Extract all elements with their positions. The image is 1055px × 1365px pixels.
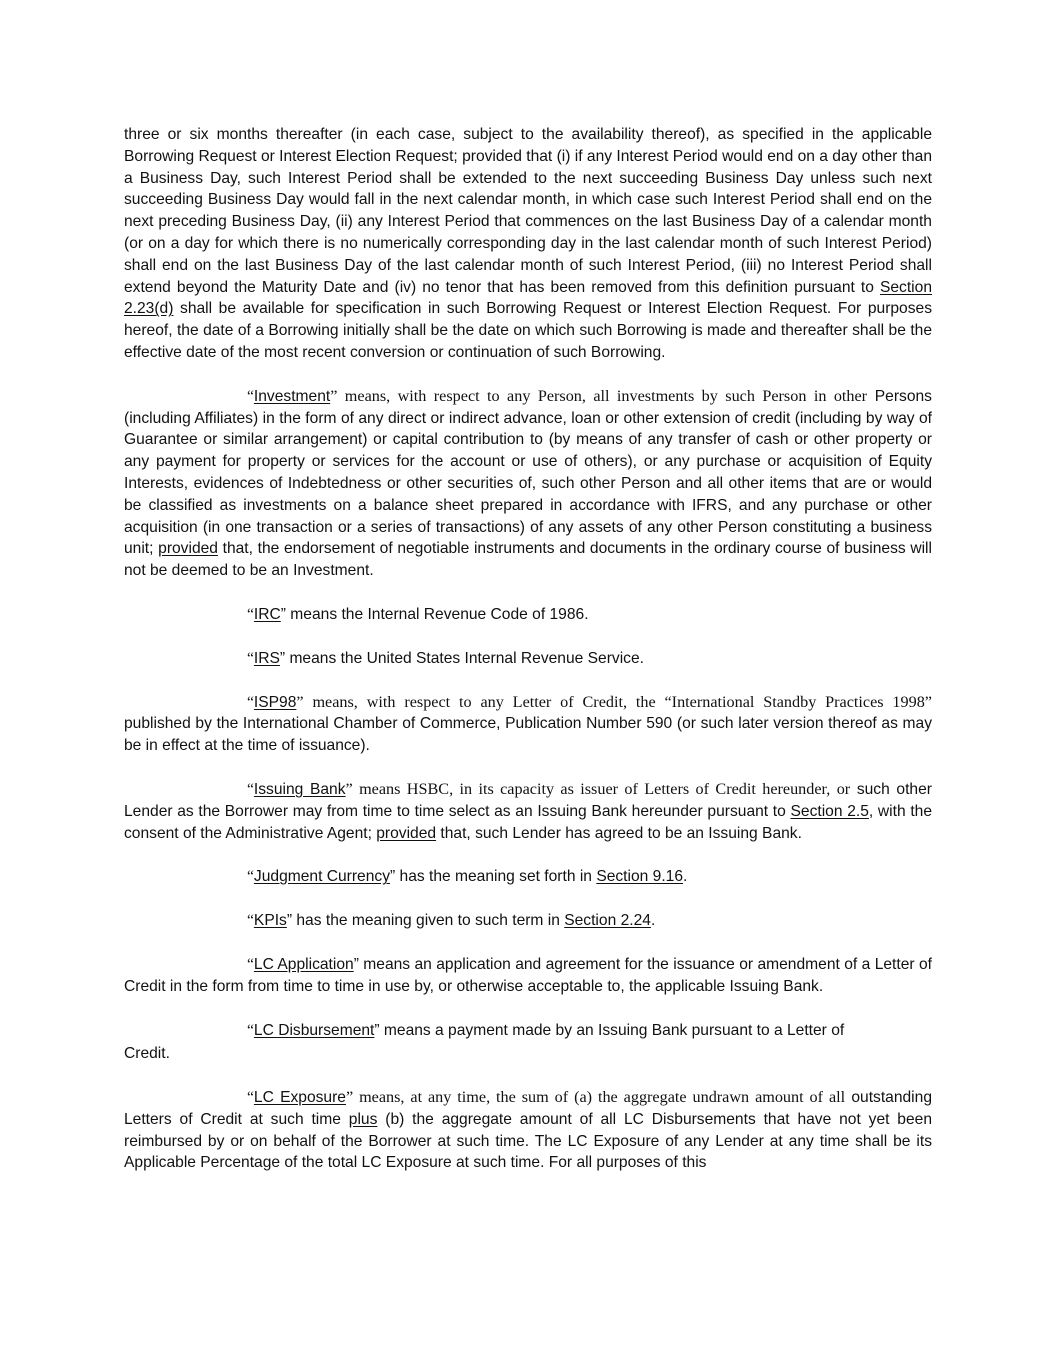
paragraph-text: that, such Lender has agreed to be an Issuing Bank. <box>436 824 802 842</box>
section-9-16-link[interactable]: Section 9.16 <box>596 868 684 886</box>
definition-lead-text: ” means, with respect to any Person, all investments by such Person in other <box>330 386 868 405</box>
paragraph-text: that, the endorsement of negotiable instruments and documents in the ordinary course of business will not be deemed to be an Investment. <box>124 540 932 580</box>
defined-term-lc-exposure: LC Exposure <box>253 1089 346 1107</box>
open-quote: “ <box>247 780 254 798</box>
paragraph-text: Persons (including Affiliates) in the form of any direct or indirect advance, loan or other extension of credit (including by way of Guarantee or similar arrangement) or capital contribution to (by means of any transfer of cash or other property or any payment for property or services for the account or use of others), or any purchase or acquisition of Equity Interests, evidences of Indebtedness or other securities of, such other Person and all other items that are or would be classified as investments on a balance sheet prepared in accordance with IFRS, and any purchase or other acquisition (in one transaction or a series of transactions) of any assets of any other Person constituting a business unit; <box>124 387 932 558</box>
paragraph-text: shall be available for specification in such Borrowing Request or Interest Election Request. For purposes hereof, the date of a Borrowing initially shall be the date on which such Borrowing is made and thereafter shall be the effective date of the most recent conversion or continuation of such Borrowing. <box>124 300 932 361</box>
section-2-23d-link[interactable]: Section 2.23(d) <box>124 278 932 318</box>
document-page <box>124 124 932 1196</box>
open-quote: “ <box>247 605 254 623</box>
lc-exposure-definition <box>124 1087 932 1174</box>
paragraph-text: published by the International Chamber of Commerce, Publication Number 590 (or such later version thereof as may be in effect at the time of issuance). <box>124 715 932 755</box>
open-quote: “ <box>247 693 254 711</box>
open-quote: “ <box>247 868 254 886</box>
paragraph-text: ” means an application and agreement for the issuance or amendment of a Letter of Credit in the form from time to time in use by, or otherwise acceptable to, the applicable Issuing Bank. <box>124 955 932 995</box>
provided-link[interactable]: provided <box>376 824 437 842</box>
open-quote: “ <box>247 387 254 405</box>
irc-definition <box>124 604 932 626</box>
issuing-bank-definition <box>124 779 932 844</box>
defined-term-lc-disbursement: LC Disbursement <box>253 1021 375 1039</box>
open-quote: “ <box>247 955 254 973</box>
plus-link[interactable]: plus <box>348 1110 378 1128</box>
defined-term-lc-application: LC Application <box>253 955 354 973</box>
defined-term-isp98: ISP98 <box>253 693 297 711</box>
open-quote: “ <box>247 912 254 930</box>
isp98-definition <box>124 692 932 757</box>
paragraph-text: outstanding Letters of Credit at such time <box>124 1089 932 1128</box>
paragraph-text: three or six months thereafter (in each case, subject to the availability thereof), as specified in the applicable Borrowing Request or Interest Election Request; provided that (i) if any Interest Period would end on a day other than a Business Day, such Interest Period shall be extended to the next succeeding Business Day unless such next succeeding Business Day would fall in the next calendar month, in which case such Interest Period shall end on the next preceding Business Day, (ii) any Interest Period that commences on the last Business Day of a calendar month (or on a day for which there is no numerically corresponding day in the last calendar month of such Interest Period) shall end on the last Business Day of the last calendar month of such Interest Period, (iii) no Interest Period shall extend beyond the Maturity Date and (iv) no tenor that has been removed from this definition pursuant to <box>124 126 932 296</box>
open-quote: “ <box>247 1021 254 1039</box>
paragraph-text: , with the consent of the Administrative Agent; <box>124 802 933 842</box>
judgment-currency-definition <box>124 866 932 888</box>
defined-term-kpis: KPIs <box>253 912 287 930</box>
paragraph-text: such other Lender as the Borrower may from time to time select as an Issuing Bank hereunder pursuant to <box>124 780 932 820</box>
paragraph-text: (b) the aggregate amount of all LC Disbursements that have not yet been reimbursed by or on behalf of the Borrower at such time. The LC Exposure of any Lender at any time shall be its Applicable Percentage of the total LC Exposure at such time. For all purposes of this <box>124 1110 932 1172</box>
paragraph-text: ” means the Internal Revenue Code of 1986. <box>280 605 589 623</box>
paragraph-text: ” means the United States Internal Revenue Service. <box>279 649 644 667</box>
defined-term-investment: Investment <box>253 387 331 405</box>
interest-period-continuation-paragraph <box>124 124 932 364</box>
defined-term-issuing-bank: Issuing Bank <box>253 780 346 798</box>
irs-definition <box>124 648 932 670</box>
paragraph-text: ” has the meaning set forth in <box>390 868 597 886</box>
defined-term-irc: IRC <box>253 605 281 623</box>
section-2-5-link[interactable]: Section 2.5 <box>790 802 869 820</box>
paragraph-text: ” means a payment made by an Issuing Bank pursuant to a Letter of <box>374 1021 845 1039</box>
open-quote: “ <box>247 1089 254 1107</box>
paragraph-text-continuation: Credit. <box>124 1045 170 1063</box>
paragraph-text: . <box>650 912 656 930</box>
definition-lead-text: ” means, with respect to any Letter of Credit, the “International Standby Practices 1998” <box>296 692 932 711</box>
section-2-24-link[interactable]: Section 2.24 <box>564 912 651 930</box>
kpis-definition <box>124 910 932 932</box>
paragraph-text: ” has the meaning given to such term in <box>286 912 565 930</box>
defined-term-judgment-currency: Judgment Currency <box>253 868 390 886</box>
investment-definition <box>124 386 932 582</box>
defined-term-irs: IRS <box>253 649 280 667</box>
lc-disbursement-definition <box>124 1020 932 1066</box>
paragraph-text: . <box>683 868 688 886</box>
definition-lead-text: ” means, at any time, the sum of (a) the aggregate undrawn amount of all <box>345 1088 846 1107</box>
definition-lead-text: ” means HSBC, in its capacity as issuer of Letters of Credit hereunder, or <box>345 779 851 798</box>
lc-application-definition <box>124 954 932 998</box>
provided-link[interactable]: provided <box>158 540 218 558</box>
open-quote: “ <box>247 649 254 667</box>
